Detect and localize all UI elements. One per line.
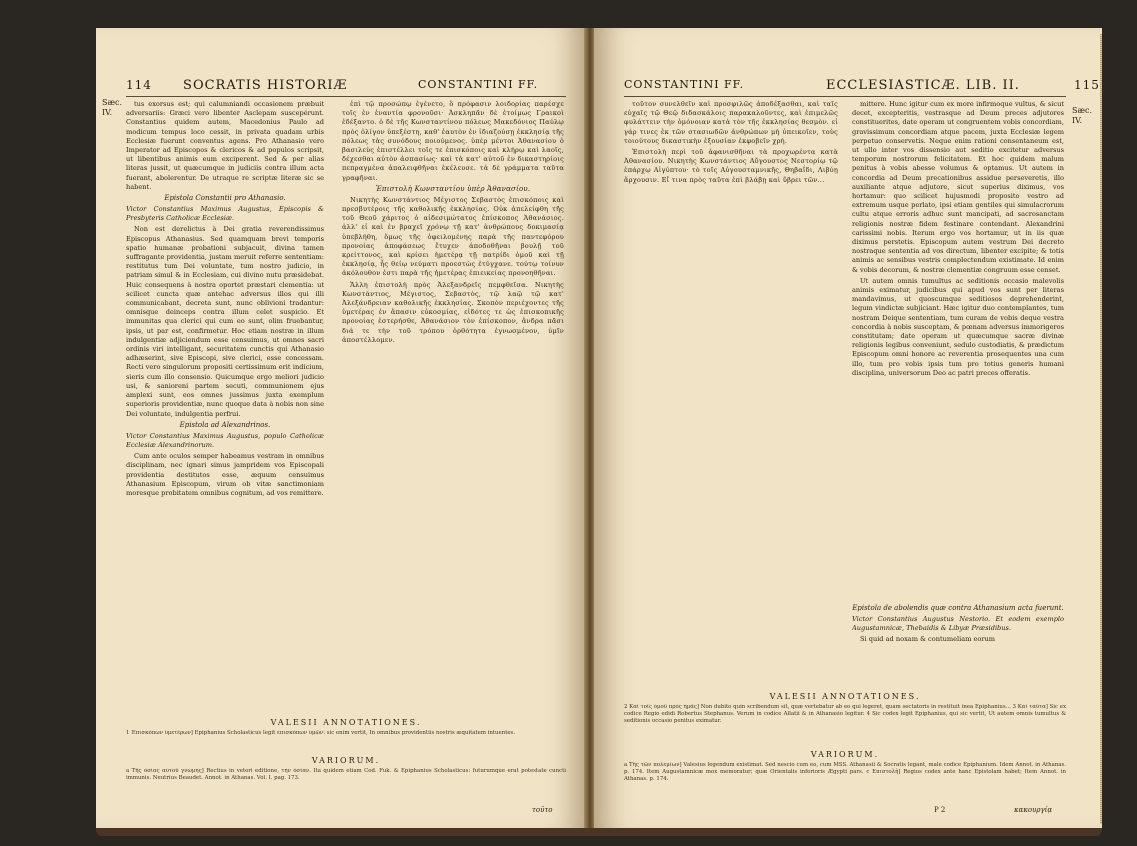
greek-intro: ἐπὶ τῷ προσώπῳ ἐγένετο, ὃ πρόφασιν λοιδορίας παρέσχε τοῖς ἐν ἐναντία φρονοῦσι· Ἀσκληπᾶν δὲ ἑτοίμως Γραικοὶ ἐδέξαντο. ὁ δὲ τῆς Κωνσταντίνου πόλεως Μακεδόνιος Παύλῳ πρὸς ὀλίγον ὑπεξέστη, καθ' ἑαυτὸν ἐν ἰδιαζούσῃ ἐκκλησίᾳ τῆς πόλεως τὰς συνόδους ποιούμενος. ὑπὲρ μέντοι Ἀθανασίου ὁ βασιλεὺς ἐπιστέλλει τοῖς τε ἐπισκόποις καὶ κλήρῳ καὶ λαοῖς, δέχεσθαι αὐτὸν ἀσπασίως· καὶ τὰ κατ' αὐτοῦ ἐν δικαστηρίοις πεπραγμένα ἀπαλειφθῆναι ἐκέλευσε. τὰ δὲ γράμματα ταῦτα γραφῆναι. xyxy=(342,100,564,182)
right-running-head-left: CONSTANTINI FF. xyxy=(624,78,745,91)
right-margin-note: Sæc. IV. xyxy=(1072,106,1093,125)
right-page-number-wrap xyxy=(1074,78,1100,93)
left-running-head-right: CONSTANTINI FF. xyxy=(418,78,539,91)
left-variorum-heading: VARIORUM. xyxy=(311,756,381,765)
left-latin-column xyxy=(126,100,324,712)
left-head-rule xyxy=(126,96,566,97)
latin-letter-2-body: Cum ante oculos semper habeamus vestram in omnibus disciplinam, nec ignari simus jampridem vos Episcopali providentia destitutos esse, æquum censuimus Athanasium Episcopum, virum ob vitæ sanctimoniam moresque probitatem omnibus cognitum, ad vos remittere. xyxy=(126,452,324,497)
right-latin-letter-address: Victor Constantius Augustus Nestorio. Et eodem exemplo Augustamnicæ, Thebaidis & Libyæ Præsidibus. xyxy=(852,615,1064,633)
left-running-title: SOCRATIS HISTORIÆ xyxy=(183,78,348,93)
left-valesii-note: 1 Ἐπισκόπων ὑμετέρων] Epiphanius Scholasticus legit ἐπισκόπων ὑμῶν: sic enim vertit, In omnibus providentiis nostris æquitatem intuentes. xyxy=(126,730,516,736)
right-latin-letter xyxy=(852,604,1064,688)
right-greek-column xyxy=(624,100,838,600)
right-latin-column xyxy=(852,100,1064,600)
right-latin-letter-body: Si quid ad noxam & contumeliam eorum xyxy=(860,635,996,644)
right-greek-letter: Ἐπιστολὴ περὶ τοῦ ἀφανισθῆναι τὰ προχωρέντα κατὰ Ἀθανασίου. Νικητὴς Κωνστάντιος Αὔγουστος Νεστορίῳ τῷ ἐπάρχῳ Αἰγύπτου· τὸ τοῖς Αὐγουσταμνικῆς, Θηβαΐδι, Λιβύῃ ἄρχουσιν. Εἴ τινα πρὸς ταῦτα ἐπὶ βλάβῃ καὶ ὕβρει τῶν... xyxy=(624,148,838,184)
left-variorum-note: a Τῆς ὀσίας αὐτοῦ γνώμης] Rectius in veteri editione, τὴν ὁσίαν. Ita quidem etiam Cod. Fuk. & Epiphanius Scholasticus: futurumque erat potestate cuncti immunis. Neutrius Beaudet. Annot. in Athanas. Vol. I. pag. 173. xyxy=(126,768,566,782)
left-catchword: τοῦτο xyxy=(532,806,553,814)
right-page xyxy=(594,28,1102,828)
right-head-rule xyxy=(624,96,1066,97)
left-margin-note: Sæc. IV. xyxy=(102,98,123,117)
latin-letter-2-address: Victor Constantius Maximus Augustus, populo Catholicæ Ecclesiæ Alexandrinorum. xyxy=(126,431,324,449)
right-latin-body-2: Ut autem omnis tumultus ac seditionis occasio malevolis animis eximatur, judicibus qui apud vos sunt per literas mandavimus, ut quoscumque seditiosos deprehenderint, legum vindictæ subjiciant. Hæc igitur duo contemplantes, tum nostram Deique sententiam, tum curam de vobis deque vestra concordia à nobis susceptam, & pœnam adversus immorigeros constitutam; date operam ut quæcumque sacræ divinæ religionis legibus conveniunt, sedulo custodiatis, & prædictum Episcopum omni honore ac reverentia prosequentes una cum illo, tum pro vobis ipsis tum pro totius generis humani disciplina, universorum Deo ac patri preces offeratis. xyxy=(852,276,1064,377)
latin-letter-2-heading: Epistola ad Alexandrinos. xyxy=(179,420,271,429)
right-catchword: κακουργίᾳ xyxy=(1014,806,1053,814)
left-greek-column xyxy=(342,100,564,712)
greek-letter-1-body: Νικητὴς Κωνστάντιος Μέγιστος Σεβαστὸς ἐπισκόποις καὶ πρεσβυτέροις τῆς καθολικῆς ἐκκλησίας. Οὐκ ἀπελείφθη τῆς τοῦ Θεοῦ χάριτος ὁ αἰδεσιμώτατος ἐπίσκοπος Ἀθανάσιος. ἀλλ' εἰ καὶ ἐν βραχεῖ χρόνῳ τῇ κατ' ἀνθρώπους δοκιμασίᾳ ὑπεβλήθη, ὅμως τῆς ὀφειλομένης παρὰ τῆς παντεφόρου προνοίας ἀποφάσεως ἔτυχεν ἀποδοθῆναι βουλῇ τοῦ κρείττονος, καὶ κρίσει ἡμετέρᾳ τῇ πατρίδι ὁμοῦ καὶ τῇ ἐκκλησίᾳ, ἧς θείῳ νεύματι προεστὼς ἐτύγχανε. τούτῳ τοίνυν ἀκόλουθον ἐστι παρὰ τῆς ἡμετέρας ἐπιεικείας προνοηθῆναι. xyxy=(342,195,564,278)
page-edges xyxy=(1100,34,1102,824)
latin-intro: tus exorsus est; qui calumniandi occasionem præbuit adversariis: Græci vero libenter Asclepam suscepérunt. Constantius quidem autem, Macedonius Paulo ad modicum tempus loco cessit, in privata quadam urbis Ecclesiæ fuerunt conventus agens. Pro Athanasio vero Imperator ad Episcopos & clericos & ad populos scripsit, ut libentibus animis eum exciperent. Sed & per alias literas jussit, ut quæcumque in judiciis contra illum acta fuerant, abolerentur. De utraque re scriptæ literæ sic se habent. xyxy=(126,100,324,191)
open-book xyxy=(96,28,1102,836)
greek-letter-2-body: Ἄλλη ἐπιστολὴ πρὸς Ἀλεξανδρεῖς πεμφθεῖσα. Νικητὴς Κωνστάντιος, Μέγιστος, Σεβαστὸς, τῷ λαῷ τῷ κατ' Ἀλεξάνδρειαν καθολικῆς ἐκκλησίας. Σκοπὸν περιέχοντες τῆς ὑμετέρας ἐν ἅπασιν εὐκοσμίας, εἰδότες τε ὡς ἐπισκοπικῆς προνοίας ἐστερήσθε, Ἀθανάσιον τὸν ἐπίσκοπον, ἄνδρα πᾶσι διά τε τὴν τοῦ τρόπου ὀρθότητα ἐγνωσμένον, ὑμῖν ἀποστέλλομεν. xyxy=(342,280,564,344)
latin-letter-1-address: Victor Constantius Maximus Augustus, Episcopis & Presbyteris Catholicæ Ecclesiæ. xyxy=(126,205,324,223)
right-latin-body: mittere. Hunc igitur cum ex more infirmoque vultus, & sicut decet, excepteritis, vestrasque ad Deum preces adjutores constituerites, date operam ut congruentem vobis concordiam, gravissimum concordiam atque pacem, juxta Ecclesiæ legem perpetuo conservetis. Neque enim rationi consentaneum est, ut ullo inter vos dissensio aut seditio excitetur adversus temporum nostrorum felicitatem. Et hoc quidem malum penitus à vobis abesse volumus & optamus. Ut autem in concordia ad Deum precationibus assidue perseveretis, illo auxiliante atque adjutore, sicut superius diximus, vos hortamur: quo scilicet hujusmodi proposito vestro ad extremum usque perlato, ipsi etiam gentiles qui simulacrorum cultu atque erroris adhuc sunt mancipati, ad sacrosanctam religionis nostræ fidem festinare contendant. Alexandrini carissimi nobis. Iterum ergo vos hortamur, ut in iis quæ diximus perstetis. Episcopum autem vestrum Dei decreto nostraque sententia ad vos directum, libenter excipite; & totis animis ac sensibus vestris complectendum existimate. Id enim & vobis decorum, & nostræ clementiæ congruum esse censet. xyxy=(852,100,1064,274)
latin-letter-1-body: Non est derelictus à Dei gratia reverendissimus Episcopus Athanasius. Sed quamquam brevi temporis spatio humanæ probationi subjacuit, divina tamen suffragante providentia, justam meruit referre sententiam: restitutus tum Dei voluntate, tum nostro judicio, in patriam simul & in Ecclesiam, cui divino nutu præsidebat. Huic consequens à nostra oportet præstari clementia: ut scilicet cuncta quæ antehac adversus illos qui illi communicabant, decreta sunt, nunc oblivioni tradantur: omnisque deinceps contra illum celet suspicio. Et immunitas qua clerici qui cum eo sunt, olim fruebantur, ipsis, ut par est, confirmetur. Hoc etiam nostræ in illum indulgentiæ adjiciendum esse censuimus, ut omnes sacri ordinis viri intelligant, securitatem cunctis qui Athanasio adhæserint, sive Episcopi, sive clerici, esse concessam. Recti vero singulorum propositi certissimum erit indicium, sieris cum illo consensio. Quicumque ergo meliori judicio usi, & sanioreni partem secuti, communionem ejus amplexi sunt, eos omnes jussimus juxta exemplum superioris providentiæ, nunc quoque data à nobis non sine Dei voluntate, indulgentia perfrui. xyxy=(126,225,324,418)
right-page-number: 115 xyxy=(1074,78,1100,92)
right-valesii-note: 2 Καὶ τοῖς ὁμοῦ πρὸς ἡμᾶς] Non dubito quin scribendum sit, quæ vertebatur ab eo qui legeret, quam sectatoris in restituit inea Epiphanius... 3 Καὶ ταῦτα] Sic ex codice Regio edidi Robertus Stephanus. Verum in codice Allatii & in Athanasio legitur. 4 Sic codex legit Epiphanius, qui sic vertit, Ut autem omnis tumultus & seditionis occasio penitus eximatur. xyxy=(624,704,1066,725)
right-greek-body: τοῦτον συνελθεῖν καὶ προσφιλῶς ἀποδέξασθαι, καὶ ταῖς εὐχαῖς τῷ Θεῷ διδασκάλοις παρακαλοῦντες, καὶ ἐπιμελῶς φυλάττειν τὴν ὁμόνοιαν κατὰ τὸν τῆς ἐκκλησίας θεσμὸν. εἰ γάρ τινες ἐκ τῶν στασιωδῶν ἀνθρώπων μὴ ὑπεικοῖεν, τοὺς τοιούτους δικαστικὴν ἐξουσίαν ἐκφοβεῖν χρὴ. xyxy=(624,100,838,145)
right-variorum-heading: VARIORUM. xyxy=(810,750,880,759)
right-variorum-note: a Τῆς τῶν πολεμίων] Valesius legendum existimat. Sed nescio cum eo, cum MSS. Athanasii & Socratis legant, male codice Epiphanium. Idem Annot. in Athanas. p. 174. Item Augustamnicæ mox memoratur; quæ Orientalis inferioris Ægypti pars. c Επιστολὴ] Regius codex ante hanc Epistolam habet; Item Annot. in Athanas. p. 174. xyxy=(624,762,1066,783)
right-valesii-heading: VALESII ANNOTATIONES. xyxy=(769,692,921,701)
left-running-head xyxy=(126,78,348,93)
right-signature: P 2 xyxy=(934,806,946,814)
left-valesii-heading: VALESII ANNOTATIONES. xyxy=(270,718,422,727)
left-page xyxy=(96,28,587,828)
greek-letter-1-heading: Ἐπιστολὴ Κωνσταντίου ὑπὲρ Ἀθανασίου. xyxy=(375,184,531,193)
right-latin-letter-heading: Epistola de abolendis quæ contra Athanasium acta fuerunt. xyxy=(852,604,1064,612)
left-page-number: 114 xyxy=(126,78,152,92)
right-running-title: ECCLESIASTICÆ. LIB. II. xyxy=(826,78,1020,93)
latin-letter-1-heading: Epistola Constantii pro Athanasio. xyxy=(164,194,286,203)
